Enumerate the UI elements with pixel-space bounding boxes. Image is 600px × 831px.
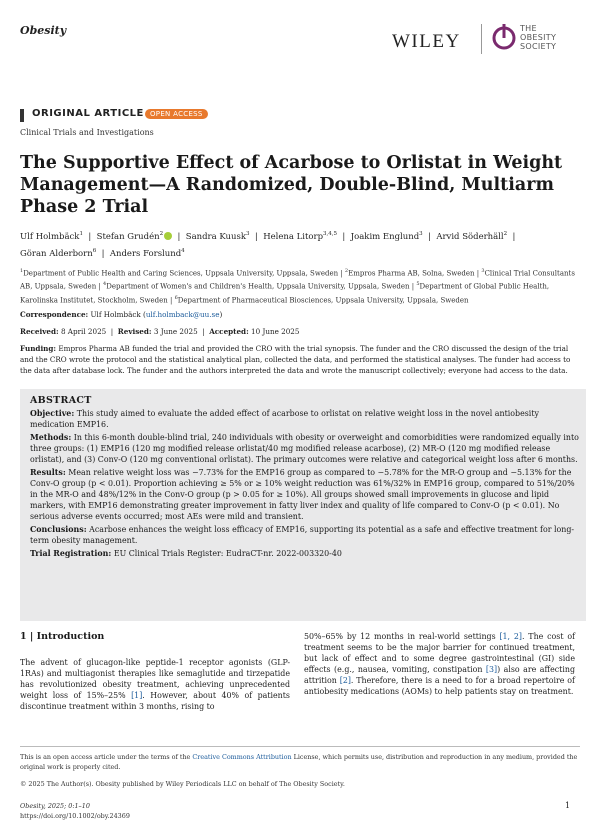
publisher-logo: WILEY	[392, 31, 461, 52]
author[interactable]: Joakim Englund$^3$	[350, 231, 423, 242]
doi-link[interactable]: https://doi.org/10.1002/oby.24369	[20, 812, 130, 820]
section-heading-introduction: 1 | Introduction	[20, 631, 105, 642]
article-type: ORIGINAL ARTICLE	[32, 108, 144, 119]
citation-link[interactable]: [2]	[339, 676, 351, 685]
obesity-society-logo-icon	[492, 22, 516, 52]
funding-statement: Funding: Empros Pharma AB funded the trial and provided the CRO with the trial synopsis. The funder and the CRO discussed the design of the trial and the CRO wrote the protocol and the statistical analytical plan, collected the data, and performed the statistical analyses. The funder had access to the data after database lock. The funder and the authors interpreted the data and wrote the manuscript collectively; everyone had access to the data.	[20, 344, 571, 375]
author[interactable]: Helena Litorp$^{3,4,5}$	[263, 231, 338, 242]
abstract-registration: Trial Registration: EU Clinical Trials Register: EudraCT-nr. 2022-003320-40	[30, 549, 342, 558]
citation-line: Obesity, 2025; 0:1–10	[20, 802, 90, 810]
author-list: Ulf Holmbäck$^1$ | Stefan Grudén$^2$ | Sandra Kuusk$^3$ | Helena Litorp$^{3,4,5}$ | Joakim Englund$^3$ | Arvid Söderhäll$^2$ | Göran Alderborn$^6$ | Anders Forslund$^4$	[20, 231, 516, 259]
article-dates: Received: 8 April 2025 | Revised: 3 June 2025 | Accepted: 10 June 2025	[20, 327, 300, 336]
abstract-box	[20, 389, 586, 621]
abstract-heading: ABSTRACT	[30, 395, 92, 406]
author[interactable]: Sandra Kuusk$^3$	[185, 231, 250, 242]
citation-link[interactable]: [3]	[485, 665, 498, 674]
intro-column-right: 50%–65% by 12 months in real-world settings [1, 2]. The cost of treatment seems to be the major barrier for continued treatment, but lack of effect and to some degree gastrointestinal (GI) side effects (e.g., nausea, vomiting, constipation [3]) also are affecting attrition [2]. Therefore, there is a need to for a broad repertoire of antiobesity medications (AOMs) to help patients stay on treatment.	[304, 632, 576, 696]
orcid-icon[interactable]	[164, 232, 172, 240]
author[interactable]: Arvid Söderhäll$^2$	[436, 231, 508, 242]
author[interactable]: Göran Alderborn$^6$	[20, 247, 97, 259]
intro-column-left: The advent of glucagon-like peptide-1 receptor agonists (GLP-1RAs) and multiagonist therapies like semaglutide and tirzepatide has revolutionized obesity treatment, achieving unprecedented weight loss of 15%–25% [1]. However, about 40% of patients discontinue treatment within 3 months, rising to	[20, 658, 290, 711]
abstract-conclusions: Conclusions: Acarbose enhances the weight loss efficacy of EMP16, supporting its potential as a safe and effective treatment for long-term obesity management.	[30, 525, 575, 545]
license-statement: This is an open access article under the terms of the Creative Commons Attribution License, which permits use, distribution and reproduction in any medium, provided the original work is properly cited.	[20, 753, 578, 771]
abstract-results: Results: Mean relative weight loss was −7.73% for the EMP16 group as compared to −5.78% for the MR-O group and −5.13% for the Conv-O group (p < 0.01). Proportion achieving ≥ 5% or ≥ 10% weight reduction was 61%/32% in EMP16 group, compared to 51%/20% in the MR-O and 48%/12% in the Conv-O group (p > 0.05 for ≥ 10%). All groups showed small improvements in glucose and lipid markers, with EMP16 demonstrating greater improvement in fatty liver index and quality of life compared to Conv-O (p < 0.01). No serious adverse events occurred; most AEs were mild and transient.	[30, 468, 575, 521]
citation-link[interactable]: [1]	[131, 691, 143, 700]
affiliations: $^1$Department of Public Health and Caring Sciences, Uppsala University, Uppsala, Sweden | $^2$Empros Pharma AB, Solna, Sweden | $^3$Clinical Trial Consultants AB, Uppsala, Sweden | $^4$Department of Women's and Children's Health, Uppsala University, Uppsala, Sweden | $^5$Department of Global Public Health, Karolinska Institutet, Stockholm, Sweden | $^6$Department of Pharmaceutical Biosciences, Uppsala University, Uppsala, Sweden	[20, 268, 575, 304]
open-access-badge: OPEN ACCESS	[145, 109, 208, 119]
abstract-objective: Objective: This study aimed to evaluate the added effect of acarbose to orlistat on relative weight loss in the novel antiobesity medication EMP16.	[30, 409, 539, 429]
footer-divider	[20, 746, 580, 747]
author[interactable]: Anders Forslund$^4$	[109, 247, 185, 259]
license-link[interactable]: Creative Commons Attribution	[192, 753, 292, 761]
correspondence: Correspondence: Ulf Holmbäck (ulf.holmback@uu.se)	[20, 310, 223, 319]
abstract-methods: Methods: In this 6-month double-blind trial, 240 individuals with obesity or overweight and comorbidities were randomized equally into three groups: (1) EMP16 (120 mg modified release orlistat/40 mg modified release acarbose), (2) MR-O (120 mg modified release orlistat), and (3) Conv-O (120 mg conventional orlistat). The primary outcomes were relative and categorical weight loss after 6 months.	[30, 433, 579, 464]
header-divider	[481, 24, 482, 54]
article-type-bar	[20, 109, 24, 122]
email-link[interactable]: ulf.holmback@uu.se	[145, 310, 220, 319]
author[interactable]: Ulf Holmbäck$^1$	[20, 231, 83, 242]
article-section: Clinical Trials and Investigations	[20, 128, 154, 137]
page-number: 1	[565, 801, 571, 810]
journal-name: Obesity	[20, 24, 67, 37]
citation-link[interactable]: [1, 2]	[499, 632, 522, 641]
copyright: © 2025 The Author(s). Obesity published by Wiley Periodicals LLC on behalf of The Obesity Society.	[20, 780, 345, 788]
author[interactable]: Stefan Grudén$^2$	[97, 232, 172, 242]
society-name: THE OBESITY SOCIETY	[520, 24, 557, 51]
article-title: The Supportive Effect of Acarbose to Orlistat in Weight Management—A Randomized, Double-Blind, Multiarm Phase 2 Trial	[20, 153, 563, 217]
